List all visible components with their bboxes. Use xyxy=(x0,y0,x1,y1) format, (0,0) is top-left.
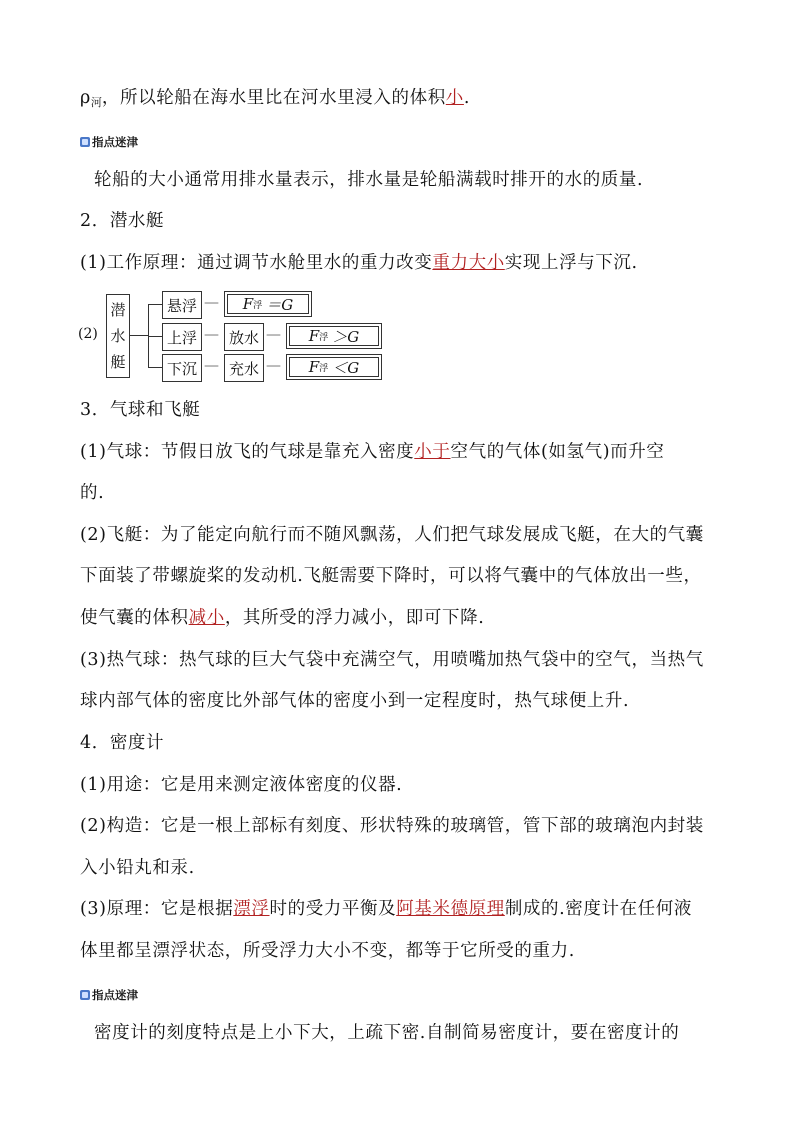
sec4-p2-line2: 入小铅丸和汞. xyxy=(80,858,195,878)
text-line-1: $\rho_河$，所以轮船在海水里比在河水里浸入的体积小. xyxy=(80,88,471,109)
sec4-p2-line1: (2)构造：它是一根上部标有刻度、形状特殊的玻璃管，管下部的玻璃泡内封装 xyxy=(80,816,704,836)
sec4-p1: (1)用途：它是用来测定液体密度的仪器. xyxy=(80,775,403,795)
sec4-p3-line1: (3)原理：它是根据漂浮时的受力平衡及阿基米德原理制成的.密度计在任何液 xyxy=(80,899,692,919)
dash: — xyxy=(204,293,219,311)
answer-blank: 阿基米德原理 xyxy=(396,899,505,919)
dash: — xyxy=(204,356,219,374)
section-title-2: 2．潜水艇 xyxy=(80,211,165,231)
tip-tag-2: 指点迷津 xyxy=(80,987,138,1003)
sec3-p3-line1: (3)热气球：热气球的巨大气袋中充满空气，用喷嘴加热气袋中的空气，当热气 xyxy=(80,650,704,670)
state-box-sink: 下沉 xyxy=(162,354,202,382)
dash: — xyxy=(266,325,281,343)
section-title-3: 3．气球和飞艇 xyxy=(80,400,201,420)
state-box-rise: 上浮 xyxy=(162,323,202,351)
subject-box: 潜 水 艇 xyxy=(106,294,130,378)
sec4-p3-line2: 体里都呈漂浮状态，所受浮力大小不变，都等于它所受的重力. xyxy=(80,941,575,961)
answer-blank: 重力大小 xyxy=(432,253,505,273)
formula-hover: F 浮 ＝G xyxy=(224,291,312,317)
sec3-p3-line2: 球内部气体的密度比外部气体的密度小到一定程度时，热气球便上升. xyxy=(80,691,630,711)
section-title-4: 4．密度计 xyxy=(80,733,165,753)
submarine-diagram xyxy=(78,288,388,384)
sec3-p2-line3: 使气囊的体积减小，其所受的浮力减小，即可下降. xyxy=(80,608,485,628)
sec3-p1-line2: 的. xyxy=(80,483,105,503)
bracket-stem xyxy=(130,335,148,336)
sec3-p1-line1: (1)气球：节假日放飞的气球是靠充入密度小于空气的气体(如氢气)而升空 xyxy=(80,442,665,462)
dash: — xyxy=(204,325,219,343)
answer-blank: 小于 xyxy=(414,442,451,462)
action-box-release: 放水 xyxy=(224,323,264,351)
state-box-hover: 悬浮 xyxy=(162,291,202,319)
action-box-fill: 充水 xyxy=(224,354,264,382)
diagram-label: (2) xyxy=(78,326,98,342)
tip-icon xyxy=(80,137,90,147)
sec3-p2-line1: (2)飞艇：为了能定向航行而不随风飘荡，人们把气球发展成飞艇，在大的气囊 xyxy=(80,525,704,545)
formula-sink: F 浮 ＜G xyxy=(286,354,382,380)
bracket-arm xyxy=(148,367,162,368)
sec2-p1: (1)工作原理：通过调节水舱里水的重力改变重力大小实现上浮与下沉. xyxy=(80,253,638,273)
tip-text-2: 密度计的刻度特点是上小下大，上疏下密.自制简易密度计，要在密度计的 xyxy=(94,1023,680,1043)
sec3-p2-line2: 下面装了带螺旋桨的发动机.飞艇需要下降时，可以将气囊中的气体放出一些， xyxy=(80,566,702,586)
dash: — xyxy=(266,356,281,374)
tip-text-1: 轮船的大小通常用排水量表示，排水量是轮船满载时排开的水的质量. xyxy=(94,170,644,190)
tip-tag-1: 指点迷津 xyxy=(80,134,138,150)
answer-blank: 小 xyxy=(445,88,464,108)
tip-icon xyxy=(80,990,90,1000)
answer-blank: 减小 xyxy=(188,608,225,628)
bracket-arm xyxy=(148,304,162,305)
bracket-arm xyxy=(148,336,162,337)
formula-rise: F 浮 ＞G xyxy=(286,323,382,349)
answer-blank: 漂浮 xyxy=(233,899,270,919)
